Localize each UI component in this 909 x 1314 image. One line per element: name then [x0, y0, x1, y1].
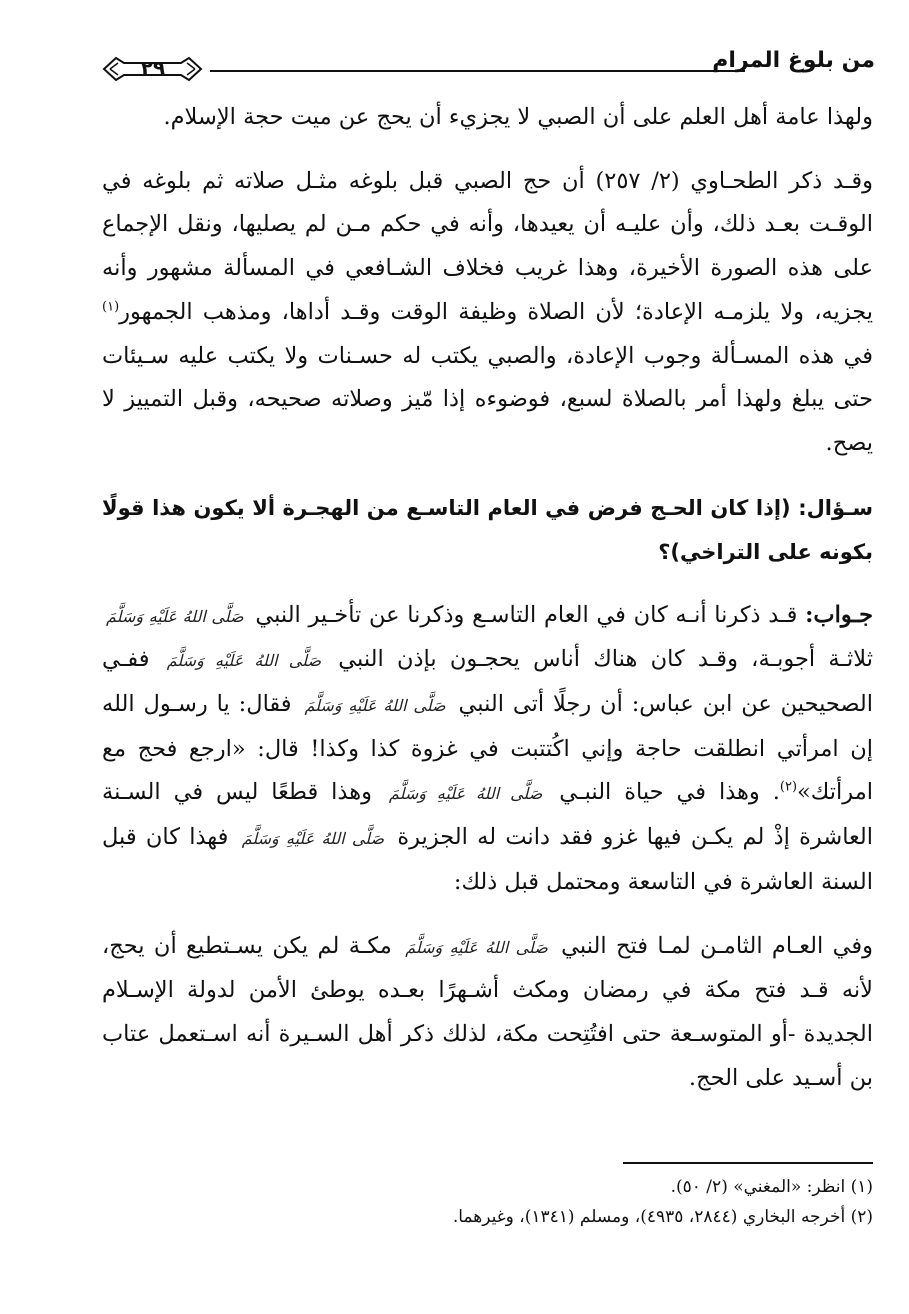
closing-paragraph	[102, 925, 873, 1101]
main-text	[102, 96, 873, 1120]
paragraph-text: وقـد ذكر الطحـاوي (٢/ ٢٥٧) أن حج الصبي قبل بلوغه مثـل صلاته ثم بلوغه في الوقـت بعـد ذلك، وأن عليـه أن يعيدها، وأنه في حكم مـن لم يصليها، ونقل الإجماع على هذه الصورة الأخيرة، وهذا غريب فخلاف الشـافعي في المسألة مشهور وأنه يجزيه، ولا يلزمـه الإعادة؛ لأن الصلاة وظيفة الوقت وقـد أداها، ومذهب الجمهور	[102, 167, 873, 325]
running-title: من بلوغ المرام	[712, 48, 875, 73]
footnote-ref-1: (١)	[102, 299, 120, 315]
question-text: (إذا كان الحـج فرض في العام التاسـع من الهجـرة ألا يكون هذا قولًا بكونه على التراخي)؟	[102, 495, 873, 564]
paragraph-text: وفي العـام الثامـن لمـا فتح النبي	[561, 932, 873, 959]
honorific-glyph: صَلَّى اللهُ عَلَيْهِ وَسَلَّمَ	[106, 606, 244, 626]
paragraph-text: ولهذا عامة أهل العلم على أن الصبي لا يجزيء أن يحج عن ميت حجة الإسلام.	[163, 104, 873, 130]
page-header	[100, 40, 875, 86]
answer-text: فهذا كان قبل السنة العاشرة في التاسعة ومحتمل قبل ذلك:	[102, 824, 873, 895]
question-label: سـؤال:	[798, 495, 873, 520]
paragraph-text: مكـة لم يكن يسـتطيع أن يحج، لأنه قـد فتح مكة في رمضان ومكث أشـهرًا بعـده يوطئ الأمن لدولة الإسـلام الجديدة -أو المتوسـعة حتى افتُتِحت مكة، لذلك ذكر أهل السـيرة أنه اسـتعمل عتاب بن أسـيد على الحج.	[102, 932, 873, 1091]
answer-text: . وهذا في حياة النبـي	[559, 779, 780, 806]
page-number: ٢٩	[140, 56, 166, 80]
honorific-glyph: صَلَّى اللهُ عَلَيْهِ وَسَلَّمَ	[304, 696, 446, 716]
honorific-glyph: صَلَّى اللهُ عَلَيْهِ وَسَلَّمَ	[388, 784, 543, 804]
paragraph-2	[102, 160, 873, 466]
footnote-rule	[623, 1162, 873, 1164]
paragraph-1	[102, 96, 873, 140]
answer-text: ففـي الصحيحين عن ابن عباس: أن رجلًا أتى النبي	[102, 646, 874, 718]
footnote-ref-2: (٢)	[779, 779, 798, 795]
answer-label: جـواب:	[805, 601, 873, 628]
footnote-1: (١) انظر: «المغني» (٢/ ٥٠).	[670, 1177, 873, 1197]
answer-block	[102, 594, 873, 905]
footnote-2: (٢) أخرجه البخاري (٢٨٤٤، ٤٩٣٥)، ومسلم (١٣٤١)، وغيرهما.	[452, 1207, 873, 1227]
honorific-glyph: صَلَّى اللهُ عَلَيْهِ وَسَلَّمَ	[405, 937, 548, 957]
header-rule	[210, 70, 745, 72]
question-block	[102, 486, 873, 574]
answer-text: وهذا قطعًا ليس في السـنة العاشرة إذْ لم يكـن فيها غزو فقد دانت له الجزيرة	[102, 779, 874, 851]
page-number-frame	[100, 54, 205, 84]
honorific-glyph: صَلَّى اللهُ عَلَيْهِ وَسَلَّمَ	[241, 829, 385, 849]
answer-text: فقال: يا رسـول الله إن امرأتي انطلقت حاجة وإني اكُتتبت في غزوة كذا وكذا! قال: «ارجع فحج مع امرأتك»	[102, 691, 873, 806]
honorific-glyph: صَلَّى اللهُ عَلَيْهِ وَسَلَّمَ	[166, 651, 322, 671]
answer-text: قـد ذكرنا أنـه كان في العام التاسـع وذكرنا عن تأخـير النبي	[255, 601, 798, 628]
footnotes	[102, 1172, 873, 1232]
paragraph-text: في هذه المسـألة وجوب الإعادة، والصبي يكتب له حسـنات ولا يكتب عليه سـيئات حتى يبلغ ولهذا أمر بالصلاة لسبع، فوضوءه إذا مّيز وصلاته صحيحه، وقبل التمييز لا يصح.	[102, 342, 873, 456]
answer-text: ثلاثـة أجوبـة، وقـد كان هناك أناس يحجـون بإذن النبي	[338, 646, 873, 673]
